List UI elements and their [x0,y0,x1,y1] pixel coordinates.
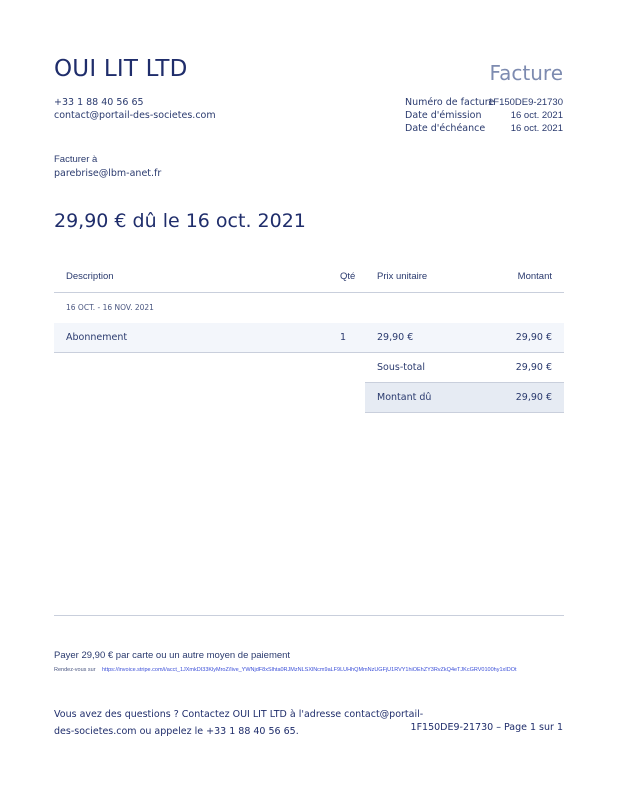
page-info: 1F150DE9-21730 – Page 1 sur 1 [410,722,563,733]
bill-to-email[interactable]: parebrise@lbm-anet.fr [54,168,162,179]
company-phone: +33 1 88 40 56 65 [54,97,144,108]
amount-due-value: 29,90 € [515,392,552,403]
company-email[interactable]: contact@portail-des-societes.com [54,110,216,121]
amount-due-label: Montant dû [377,392,432,403]
invoice-number: 1F150DE9-21730 [488,97,563,108]
column-header-qty: Qté [340,271,356,282]
billing-period: 16 OCT. - 16 NOV. 2021 [66,303,154,312]
company-name: OUI LIT LTD [54,56,188,82]
issue-date-label: Date d'émission [405,110,482,121]
row-qty: 1 [340,332,347,343]
column-header-description: Description [66,271,114,282]
header-divider [54,292,564,293]
row-divider [54,352,564,353]
amount-due-heading: 29,90 € dû le 16 oct. 2021 [54,210,306,232]
payment-instructions: Payer 29,90 € par carte ou un autre moyen de paiement [54,650,291,661]
invoice-number-label: Numéro de facture [405,97,495,108]
subtotal-value: 29,90 € [515,362,552,373]
bill-to-label: Facturer à [54,154,98,165]
column-header-unit-price: Prix unitaire [377,271,428,282]
issue-date: 16 oct. 2021 [510,110,563,121]
column-header-amount: Montant [517,271,552,282]
table-row [54,323,564,352]
footer-divider [54,615,564,616]
subtotal-label: Sous-total [377,362,425,373]
payment-link-label: Rendez-vous sur [54,667,96,673]
row-amount: 29,90 € [515,332,552,343]
summary-divider [365,412,564,413]
row-description: Abonnement [66,332,128,343]
due-date: 16 oct. 2021 [510,123,563,134]
questions-text: Vous avez des questions ? Contactez OUI LIT LTD à l'adresse contact@portail-des-societes.com ou appelez le +33 1 88 40 56 65. [54,709,424,737]
payment-link[interactable]: https://invoice.stripe.com/i/acct_1JXmkDI33KlyMroZ/live_YWNjdF8xSlhta0RJMzNLSXlNcm9aLF9LUHhQMmNzUGFjU1RVY1hiOEhZY3RvZkQ4eTJKcGRV0100hy1xIDOt [102,667,517,673]
row-unit-price: 29,90 € [377,332,414,343]
document-title: Facture [489,61,563,85]
due-date-label: Date d'échéance [405,123,486,134]
